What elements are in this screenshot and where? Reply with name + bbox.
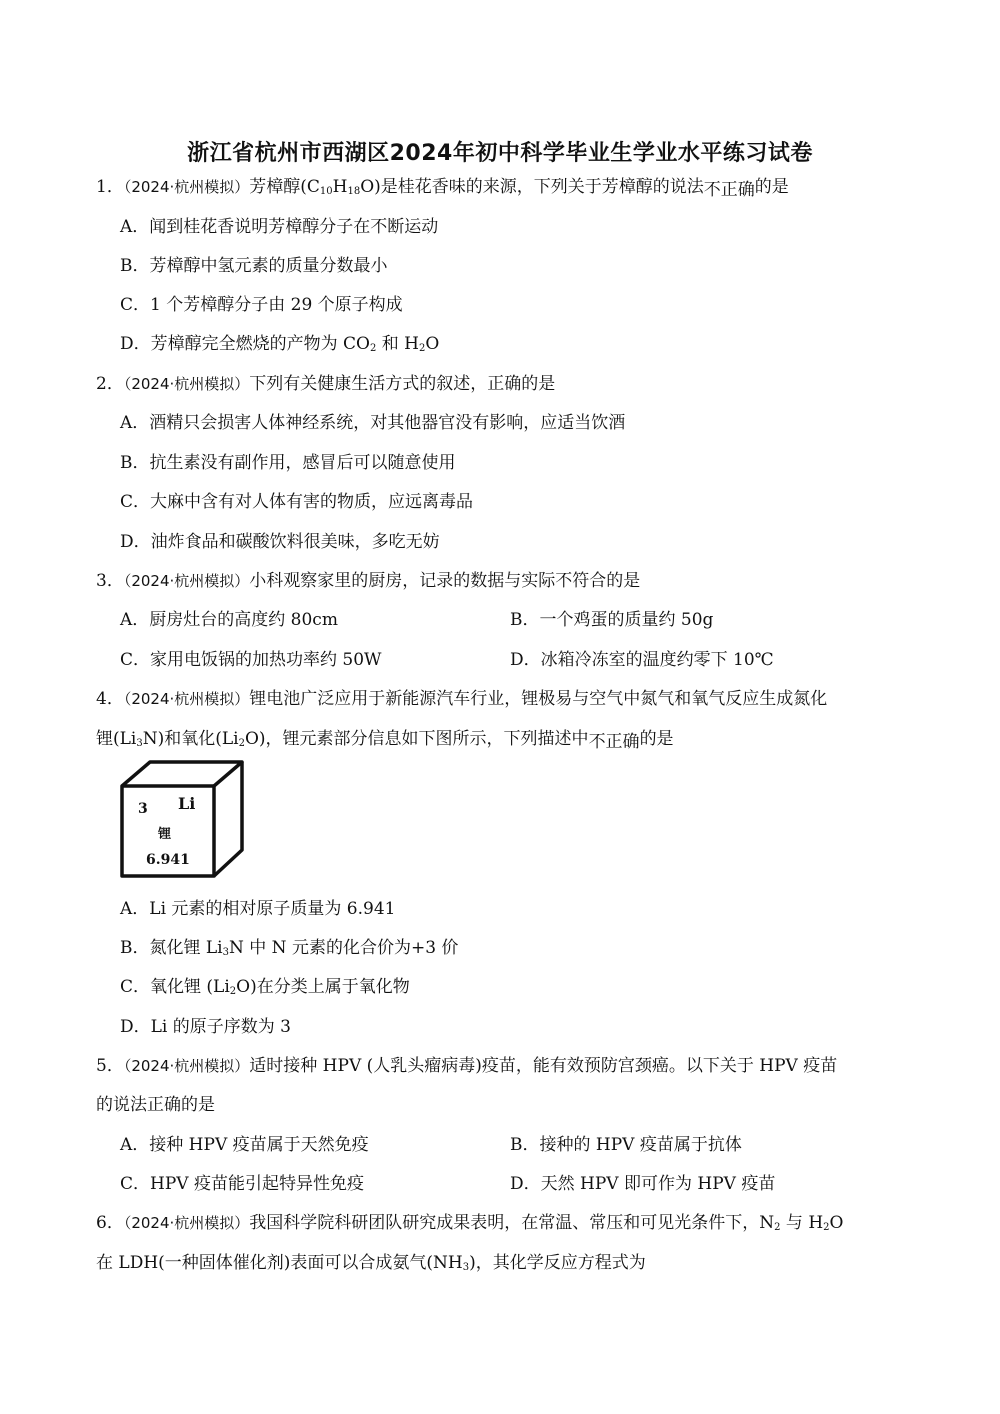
element-symbol: Li [178,794,196,813]
element-name: 锂 [158,827,172,842]
question-5: 5．（2024·杭州模拟）适时接种 HPV (人乳头瘤病毒)疫苗，能有效预防宫颈癌。以下关于 HPV 疫苗 [96,1056,838,1076]
source-tag: （2024·杭州模拟） [123,375,250,393]
question-number: 2． [96,374,124,394]
question-3: 3．（2024·杭州模拟）小科观察家里的厨房，记录的数据与实际不符合的是 [96,571,641,591]
q1-option-d: D．芳樟醇完全燃烧的产物为 $CO_2$ 和 $H_2O$ [120,334,440,354]
source-tag: （2024·杭州模拟） [123,1057,250,1075]
question-number: 6． [96,1213,124,1233]
q2-option-b: B．抗生素没有副作用，感冒后可以随意使用 [120,453,456,473]
source-tag: （2024·杭州模拟） [123,572,250,590]
atomic-number: 3 [138,801,148,817]
q5-option-b: B．接种的 HPV 疫苗属于抗体 [510,1135,742,1155]
question-6-line-2: 在 LDH(一种固体催化剂)表面可以合成氨气$(NH_3)$，其化学反应方程式为 [96,1253,646,1273]
q3-option-b: B．一个鸡蛋的质量约 50g [510,610,714,630]
question-number: 1． [96,177,124,197]
q2-option-a: A．酒精只会损害人体神经系统，对其他器官没有影响，应适当饮酒 [120,413,626,433]
lithium-element-cube-figure [118,758,250,880]
q3-option-c: C．家用电饭锅的加热功率约 50W [120,650,382,670]
q4-option-d: D．Li 的原子序数为 3 [120,1017,291,1037]
q2-option-d: D．油炸食品和碳酸饮料很美味，多吃无妨 [120,532,440,552]
atomic-mass: 6.941 [146,852,190,868]
source-tag: （2024·杭州模拟） [123,178,250,196]
cube-top-face [122,762,242,786]
q1-option-c: C．1 个芳樟醇分子由 29 个原子构成 [120,295,403,315]
q5-option-c: C．HPV 疫苗能引起特异性免疫 [120,1174,364,1194]
source-tag: （2024·杭州模拟） [123,690,250,708]
question-4-line-2: 锂$(Li_3N)$和氧化$(Li_2O)$，锂元素部分信息如下图所示，下列描述中不正确的是 [96,729,674,752]
q5-option-a: A．接种 HPV 疫苗属于天然免疫 [120,1135,369,1155]
question-number: 5． [96,1056,124,1076]
page-title: 浙江省杭州市西湖区2024年初中科学毕业生学业水平练习试卷 [187,141,813,166]
q5-option-d: D．天然 HPV 即可作为 HPV 疫苗 [510,1174,776,1194]
q4-option-c: C．氧化锂 $(Li_2O)$在分类上属于氧化物 [120,977,410,997]
question-number: 3． [96,571,124,591]
q3-option-a: A．厨房灶台的高度约 80cm [120,610,338,630]
emphasis-not-correct: 不正确 [703,180,755,200]
q1-option-b: B．芳樟醇中氢元素的质量分数最小 [120,256,388,276]
q4-option-b: B．氮化锂 $Li_3N$ 中 N 元素的化合价为+3 价 [120,938,459,958]
q1-option-a: A．闻到桂花香说明芳樟醇分子在不断运动 [120,217,439,237]
question-2: 2．（2024·杭州模拟）下列有关健康生活方式的叙述，正确的是 [96,374,556,394]
question-5-line-2: 的说法正确的是 [96,1095,215,1115]
source-tag: （2024·杭州模拟） [123,1214,250,1232]
q2-option-c: C．大麻中含有对人体有害的物质，应远离毒品 [120,492,474,512]
question-4: 4．（2024·杭州模拟）锂电池广泛应用于新能源汽车行业，锂极易与空气中氮气和氧气反应生成氮化 [96,689,828,709]
cube-side-face [214,762,242,876]
question-number: 4． [96,689,124,709]
question-1: 1．（2024·杭州模拟）芳樟醇$(C_{10}H_{18}O)$是桂花香味的来源，下列关于芳樟醇的说法不正确的是 [96,177,789,200]
emphasis-not-correct: 不正确 [588,732,640,752]
q3-option-d: D．冰箱冷冻室的温度约零下 10℃ [510,650,774,670]
question-6: 6．（2024·杭州模拟）我国科学院科研团队研究成果表明，在常温、常压和可见光条件下，$N_2$ 与 $H_2O$ [96,1213,844,1233]
q4-option-a: A．Li 元素的相对原子质量为 6.941 [120,899,396,919]
